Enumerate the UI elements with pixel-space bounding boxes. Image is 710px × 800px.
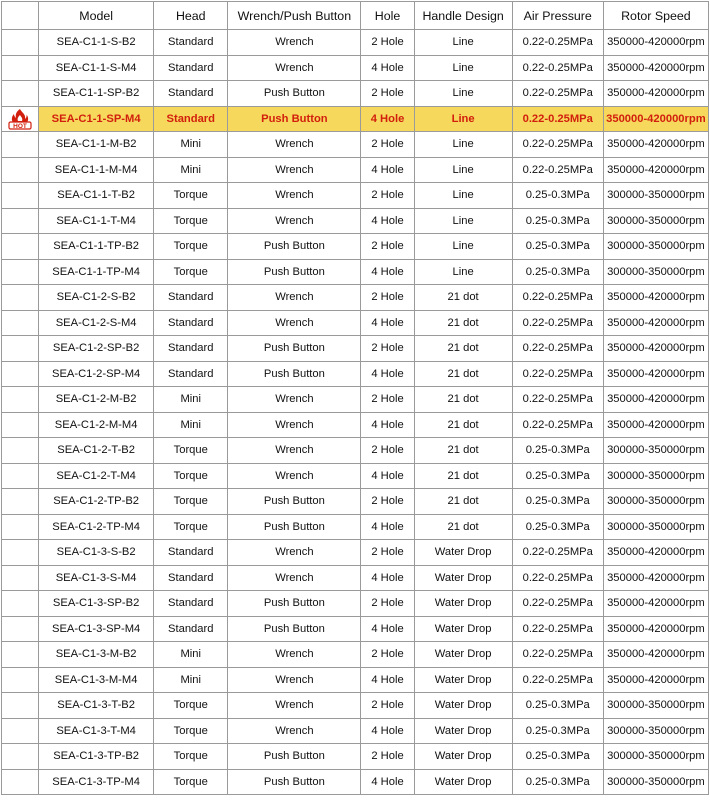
cell-hole: 2 Hole xyxy=(361,438,414,464)
cell-wrench-push-button: Wrench xyxy=(228,642,361,668)
cell-hole: 4 Hole xyxy=(361,157,414,183)
table-row xyxy=(2,667,709,693)
cell-rotor-speed: 300000-350000rpm xyxy=(603,463,708,489)
cell-wrench-push-button: Wrench xyxy=(228,718,361,744)
cell-wrench-push-button: Push Button xyxy=(228,489,361,515)
cell-handle-design: Line xyxy=(414,157,512,183)
cell-rotor-speed: 350000-420000rpm xyxy=(603,310,708,336)
cell-handle-design: Water Drop xyxy=(414,565,512,591)
row-marker-cell xyxy=(2,463,39,489)
cell-model: SEA-C1-3-S-B2 xyxy=(39,540,154,566)
cell-air-pressure: 0.22-0.25MPa xyxy=(512,361,603,387)
table-row xyxy=(2,591,709,617)
cell-model: SEA-C1-1-T-M4 xyxy=(39,208,154,234)
cell-handle-design: Line xyxy=(414,234,512,260)
cell-hole: 2 Hole xyxy=(361,744,414,770)
cell-wrench-push-button: Wrench xyxy=(228,183,361,209)
cell-handle-design: Water Drop xyxy=(414,642,512,668)
cell-hole: 4 Hole xyxy=(361,616,414,642)
row-marker-cell xyxy=(2,616,39,642)
table-row xyxy=(2,693,709,719)
cell-hole: 2 Hole xyxy=(361,591,414,617)
cell-hole: 4 Hole xyxy=(361,667,414,693)
cell-air-pressure: 0.22-0.25MPa xyxy=(512,30,603,56)
cell-rotor-speed: 350000-420000rpm xyxy=(603,642,708,668)
cell-air-pressure: 0.22-0.25MPa xyxy=(512,591,603,617)
cell-handle-design: Water Drop xyxy=(414,540,512,566)
cell-air-pressure: 0.22-0.25MPa xyxy=(512,387,603,413)
cell-head: Standard xyxy=(154,310,228,336)
table-row xyxy=(2,463,709,489)
cell-handle-design: 21 dot xyxy=(414,285,512,311)
cell-handle-design: 21 dot xyxy=(414,514,512,540)
cell-air-pressure: 0.22-0.25MPa xyxy=(512,540,603,566)
cell-rotor-speed: 350000-420000rpm xyxy=(603,30,708,56)
row-marker-cell xyxy=(2,769,39,795)
cell-head: Torque xyxy=(154,208,228,234)
row-marker-cell xyxy=(2,81,39,107)
cell-handle-design: Water Drop xyxy=(414,616,512,642)
table-row xyxy=(2,55,709,81)
cell-handle-design: 21 dot xyxy=(414,463,512,489)
cell-handle-design: Water Drop xyxy=(414,744,512,770)
cell-wrench-push-button: Wrench xyxy=(228,30,361,56)
cell-model: SEA-C1-2-T-B2 xyxy=(39,438,154,464)
row-marker-cell xyxy=(2,514,39,540)
cell-hole: 2 Hole xyxy=(361,387,414,413)
table-row xyxy=(2,387,709,413)
cell-hole: 2 Hole xyxy=(361,30,414,56)
cell-model: SEA-C1-1-T-B2 xyxy=(39,183,154,209)
table-row xyxy=(2,642,709,668)
row-marker-cell xyxy=(2,565,39,591)
cell-handle-design: 21 dot xyxy=(414,361,512,387)
cell-air-pressure: 0.25-0.3MPa xyxy=(512,208,603,234)
cell-model: SEA-C1-3-T-B2 xyxy=(39,693,154,719)
header-handle-design: Handle Design xyxy=(414,2,512,30)
cell-rotor-speed: 300000-350000rpm xyxy=(603,438,708,464)
cell-hole: 4 Hole xyxy=(361,565,414,591)
cell-handle-design: Water Drop xyxy=(414,667,512,693)
cell-model: SEA-C1-1-TP-M4 xyxy=(39,259,154,285)
cell-rotor-speed: 350000-420000rpm xyxy=(603,285,708,311)
table-row xyxy=(2,30,709,56)
cell-wrench-push-button: Wrench xyxy=(228,463,361,489)
hot-flame-badge-icon xyxy=(7,108,33,130)
cell-wrench-push-button: Wrench xyxy=(228,412,361,438)
cell-air-pressure: 0.25-0.3MPa xyxy=(512,234,603,260)
cell-wrench-push-button: Wrench xyxy=(228,208,361,234)
cell-air-pressure: 0.25-0.3MPa xyxy=(512,438,603,464)
cell-head: Standard xyxy=(154,30,228,56)
cell-hole: 2 Hole xyxy=(361,693,414,719)
cell-rotor-speed: 300000-350000rpm xyxy=(603,769,708,795)
handpiece-spec-table xyxy=(1,1,709,795)
row-marker-cell xyxy=(2,183,39,209)
cell-air-pressure: 0.22-0.25MPa xyxy=(512,81,603,107)
cell-handle-design: 21 dot xyxy=(414,310,512,336)
cell-model: SEA-C1-2-T-M4 xyxy=(39,463,154,489)
cell-wrench-push-button: Push Button xyxy=(228,361,361,387)
cell-model: SEA-C1-1-S-B2 xyxy=(39,30,154,56)
cell-handle-design: Water Drop xyxy=(414,769,512,795)
table-row-hot xyxy=(2,106,709,132)
cell-model: SEA-C1-2-SP-M4 xyxy=(39,361,154,387)
cell-head: Mini xyxy=(154,157,228,183)
cell-handle-design: Line xyxy=(414,183,512,209)
cell-model: SEA-C1-2-S-M4 xyxy=(39,310,154,336)
table-row xyxy=(2,285,709,311)
cell-hole: 2 Hole xyxy=(361,489,414,515)
cell-wrench-push-button: Wrench xyxy=(228,132,361,158)
cell-wrench-push-button: Wrench xyxy=(228,157,361,183)
table-row xyxy=(2,540,709,566)
cell-head: Mini xyxy=(154,132,228,158)
cell-rotor-speed: 300000-350000rpm xyxy=(603,208,708,234)
row-marker-cell xyxy=(2,259,39,285)
cell-model: SEA-C1-3-TP-B2 xyxy=(39,744,154,770)
cell-hole: 4 Hole xyxy=(361,310,414,336)
header-marker xyxy=(2,2,39,30)
cell-air-pressure: 0.25-0.3MPa xyxy=(512,718,603,744)
cell-rotor-speed: 350000-420000rpm xyxy=(603,361,708,387)
cell-model: SEA-C1-1-SP-B2 xyxy=(39,81,154,107)
cell-head: Torque xyxy=(154,489,228,515)
cell-rotor-speed: 350000-420000rpm xyxy=(603,412,708,438)
cell-wrench-push-button: Push Button xyxy=(228,514,361,540)
cell-air-pressure: 0.22-0.25MPa xyxy=(512,157,603,183)
cell-handle-design: Line xyxy=(414,55,512,81)
cell-handle-design: Line xyxy=(414,259,512,285)
cell-hole: 2 Hole xyxy=(361,81,414,107)
table-row xyxy=(2,489,709,515)
cell-handle-design: Line xyxy=(414,81,512,107)
cell-head: Torque xyxy=(154,514,228,540)
cell-wrench-push-button: Wrench xyxy=(228,565,361,591)
cell-model: SEA-C1-2-M-B2 xyxy=(39,387,154,413)
cell-wrench-push-button: Push Button xyxy=(228,336,361,362)
cell-hole: 2 Hole xyxy=(361,132,414,158)
header-model: Model xyxy=(39,2,154,30)
table-row xyxy=(2,132,709,158)
cell-head: Torque xyxy=(154,463,228,489)
cell-head: Standard xyxy=(154,616,228,642)
cell-head: Torque xyxy=(154,183,228,209)
cell-hole: 2 Hole xyxy=(361,285,414,311)
cell-handle-design: Water Drop xyxy=(414,591,512,617)
cell-head: Mini xyxy=(154,667,228,693)
cell-model: SEA-C1-1-M-M4 xyxy=(39,157,154,183)
row-marker-cell xyxy=(2,744,39,770)
header-wrench-push-button: Wrench/Push Button xyxy=(228,2,361,30)
cell-rotor-speed: 350000-420000rpm xyxy=(603,667,708,693)
cell-rotor-speed: 350000-420000rpm xyxy=(603,591,708,617)
cell-hole: 4 Hole xyxy=(361,769,414,795)
cell-hole: 4 Hole xyxy=(361,208,414,234)
cell-handle-design: 21 dot xyxy=(414,438,512,464)
cell-rotor-speed: 300000-350000rpm xyxy=(603,259,708,285)
cell-head: Standard xyxy=(154,361,228,387)
table-body xyxy=(2,30,709,795)
cell-model: SEA-C1-1-TP-B2 xyxy=(39,234,154,260)
cell-air-pressure: 0.22-0.25MPa xyxy=(512,565,603,591)
header-head: Head xyxy=(154,2,228,30)
table-row xyxy=(2,718,709,744)
cell-head: Torque xyxy=(154,769,228,795)
cell-handle-design: 21 dot xyxy=(414,412,512,438)
cell-head: Torque xyxy=(154,744,228,770)
cell-head: Torque xyxy=(154,259,228,285)
cell-wrench-push-button: Push Button xyxy=(228,259,361,285)
cell-head: Standard xyxy=(154,81,228,107)
cell-model: SEA-C1-2-SP-B2 xyxy=(39,336,154,362)
cell-hole: 4 Hole xyxy=(361,55,414,81)
cell-hole: 2 Hole xyxy=(361,336,414,362)
cell-head: Torque xyxy=(154,693,228,719)
cell-rotor-speed: 350000-420000rpm xyxy=(603,540,708,566)
cell-air-pressure: 0.22-0.25MPa xyxy=(512,667,603,693)
cell-model: SEA-C1-1-SP-M4 xyxy=(39,106,154,132)
cell-rotor-speed: 350000-420000rpm xyxy=(603,81,708,107)
cell-model: SEA-C1-3-T-M4 xyxy=(39,718,154,744)
cell-handle-design: Line xyxy=(414,208,512,234)
cell-wrench-push-button: Push Button xyxy=(228,591,361,617)
row-marker-cell xyxy=(2,30,39,56)
cell-rotor-speed: 300000-350000rpm xyxy=(603,693,708,719)
cell-rotor-speed: 350000-420000rpm xyxy=(603,616,708,642)
cell-wrench-push-button: Wrench xyxy=(228,438,361,464)
table-row xyxy=(2,81,709,107)
cell-hole: 4 Hole xyxy=(361,718,414,744)
cell-wrench-push-button: Wrench xyxy=(228,667,361,693)
cell-wrench-push-button: Push Button xyxy=(228,744,361,770)
cell-wrench-push-button: Wrench xyxy=(228,310,361,336)
cell-air-pressure: 0.25-0.3MPa xyxy=(512,514,603,540)
row-marker-cell xyxy=(2,642,39,668)
cell-model: SEA-C1-1-M-B2 xyxy=(39,132,154,158)
cell-head: Standard xyxy=(154,565,228,591)
cell-handle-design: 21 dot xyxy=(414,489,512,515)
cell-air-pressure: 0.22-0.25MPa xyxy=(512,55,603,81)
row-marker-cell xyxy=(2,310,39,336)
cell-head: Standard xyxy=(154,106,228,132)
cell-rotor-speed: 350000-420000rpm xyxy=(603,132,708,158)
cell-wrench-push-button: Wrench xyxy=(228,693,361,719)
cell-model: SEA-C1-3-TP-M4 xyxy=(39,769,154,795)
table-row xyxy=(2,361,709,387)
row-marker-cell xyxy=(2,412,39,438)
header-air-pressure: Air Pressure xyxy=(512,2,603,30)
cell-rotor-speed: 300000-350000rpm xyxy=(603,718,708,744)
cell-air-pressure: 0.25-0.3MPa xyxy=(512,183,603,209)
cell-air-pressure: 0.25-0.3MPa xyxy=(512,259,603,285)
row-marker-cell xyxy=(2,285,39,311)
cell-hole: 2 Hole xyxy=(361,642,414,668)
svg-text:HOT: HOT xyxy=(13,122,27,130)
cell-air-pressure: 0.22-0.25MPa xyxy=(512,616,603,642)
cell-rotor-speed: 350000-420000rpm xyxy=(603,55,708,81)
cell-model: SEA-C1-1-S-M4 xyxy=(39,55,154,81)
cell-rotor-speed: 350000-420000rpm xyxy=(603,387,708,413)
cell-rotor-speed: 350000-420000rpm xyxy=(603,106,708,132)
cell-rotor-speed: 300000-350000rpm xyxy=(603,489,708,515)
cell-handle-design: Line xyxy=(414,132,512,158)
cell-model: SEA-C1-2-S-B2 xyxy=(39,285,154,311)
row-marker-cell xyxy=(2,387,39,413)
cell-hole: 4 Hole xyxy=(361,463,414,489)
row-marker-cell xyxy=(2,132,39,158)
cell-model: SEA-C1-3-S-M4 xyxy=(39,565,154,591)
header-row xyxy=(2,2,709,30)
cell-hole: 2 Hole xyxy=(361,540,414,566)
table-row xyxy=(2,438,709,464)
cell-head: Mini xyxy=(154,387,228,413)
cell-wrench-push-button: Wrench xyxy=(228,387,361,413)
cell-hole: 2 Hole xyxy=(361,234,414,260)
cell-head: Torque xyxy=(154,438,228,464)
table-row xyxy=(2,259,709,285)
header-rotor-speed: Rotor Speed xyxy=(603,2,708,30)
row-marker-cell xyxy=(2,591,39,617)
cell-handle-design: Line xyxy=(414,30,512,56)
cell-rotor-speed: 350000-420000rpm xyxy=(603,565,708,591)
cell-hole: 2 Hole xyxy=(361,183,414,209)
row-marker-cell xyxy=(2,55,39,81)
row-marker-cell xyxy=(2,718,39,744)
cell-rotor-speed: 350000-420000rpm xyxy=(603,157,708,183)
table-row xyxy=(2,183,709,209)
cell-air-pressure: 0.25-0.3MPa xyxy=(512,489,603,515)
cell-head: Standard xyxy=(154,55,228,81)
header-hole: Hole xyxy=(361,2,414,30)
cell-air-pressure: 0.22-0.25MPa xyxy=(512,106,603,132)
cell-hole: 4 Hole xyxy=(361,106,414,132)
row-marker-cell xyxy=(2,234,39,260)
cell-air-pressure: 0.22-0.25MPa xyxy=(512,412,603,438)
cell-wrench-push-button: Wrench xyxy=(228,55,361,81)
cell-model: SEA-C1-3-M-B2 xyxy=(39,642,154,668)
cell-rotor-speed: 350000-420000rpm xyxy=(603,336,708,362)
cell-air-pressure: 0.25-0.3MPa xyxy=(512,693,603,719)
row-marker-cell xyxy=(2,489,39,515)
table-row xyxy=(2,744,709,770)
cell-wrench-push-button: Push Button xyxy=(228,81,361,107)
cell-head: Standard xyxy=(154,540,228,566)
cell-model: SEA-C1-2-TP-M4 xyxy=(39,514,154,540)
cell-head: Mini xyxy=(154,412,228,438)
cell-head: Standard xyxy=(154,285,228,311)
row-marker-cell xyxy=(2,540,39,566)
row-marker-cell xyxy=(2,208,39,234)
cell-hole: 4 Hole xyxy=(361,361,414,387)
table-row xyxy=(2,336,709,362)
cell-head: Standard xyxy=(154,336,228,362)
cell-handle-design: 21 dot xyxy=(414,336,512,362)
row-marker-cell xyxy=(2,361,39,387)
cell-head: Mini xyxy=(154,642,228,668)
cell-rotor-speed: 300000-350000rpm xyxy=(603,234,708,260)
table-row xyxy=(2,208,709,234)
table-row xyxy=(2,234,709,260)
cell-wrench-push-button: Push Button xyxy=(228,616,361,642)
cell-air-pressure: 0.22-0.25MPa xyxy=(512,336,603,362)
cell-hole: 4 Hole xyxy=(361,514,414,540)
cell-rotor-speed: 300000-350000rpm xyxy=(603,183,708,209)
cell-head: Torque xyxy=(154,718,228,744)
cell-air-pressure: 0.25-0.3MPa xyxy=(512,463,603,489)
cell-head: Standard xyxy=(154,591,228,617)
cell-handle-design: 21 dot xyxy=(414,387,512,413)
row-marker-cell xyxy=(2,106,39,132)
cell-head: Torque xyxy=(154,234,228,260)
cell-air-pressure: 0.25-0.3MPa xyxy=(512,769,603,795)
cell-hole: 4 Hole xyxy=(361,412,414,438)
cell-handle-design: Line xyxy=(414,106,512,132)
cell-hole: 4 Hole xyxy=(361,259,414,285)
row-marker-cell xyxy=(2,157,39,183)
table-row xyxy=(2,157,709,183)
cell-wrench-push-button: Push Button xyxy=(228,234,361,260)
cell-model: SEA-C1-3-SP-B2 xyxy=(39,591,154,617)
row-marker-cell xyxy=(2,336,39,362)
cell-air-pressure: 0.25-0.3MPa xyxy=(512,744,603,770)
cell-model: SEA-C1-3-SP-M4 xyxy=(39,616,154,642)
cell-model: SEA-C1-2-TP-B2 xyxy=(39,489,154,515)
cell-handle-design: Water Drop xyxy=(414,718,512,744)
cell-handle-design: Water Drop xyxy=(414,693,512,719)
cell-air-pressure: 0.22-0.25MPa xyxy=(512,132,603,158)
table-row xyxy=(2,769,709,795)
cell-wrench-push-button: Push Button xyxy=(228,769,361,795)
cell-air-pressure: 0.22-0.25MPa xyxy=(512,285,603,311)
row-marker-cell xyxy=(2,693,39,719)
table-row xyxy=(2,514,709,540)
row-marker-cell xyxy=(2,438,39,464)
table-row xyxy=(2,616,709,642)
cell-model: SEA-C1-2-M-M4 xyxy=(39,412,154,438)
cell-air-pressure: 0.22-0.25MPa xyxy=(512,310,603,336)
cell-wrench-push-button: Wrench xyxy=(228,540,361,566)
cell-wrench-push-button: Push Button xyxy=(228,106,361,132)
cell-air-pressure: 0.22-0.25MPa xyxy=(512,642,603,668)
table-row xyxy=(2,565,709,591)
cell-model: SEA-C1-3-M-M4 xyxy=(39,667,154,693)
table-row xyxy=(2,412,709,438)
row-marker-cell xyxy=(2,667,39,693)
cell-wrench-push-button: Wrench xyxy=(228,285,361,311)
cell-rotor-speed: 300000-350000rpm xyxy=(603,744,708,770)
cell-rotor-speed: 300000-350000rpm xyxy=(603,514,708,540)
table-row xyxy=(2,310,709,336)
